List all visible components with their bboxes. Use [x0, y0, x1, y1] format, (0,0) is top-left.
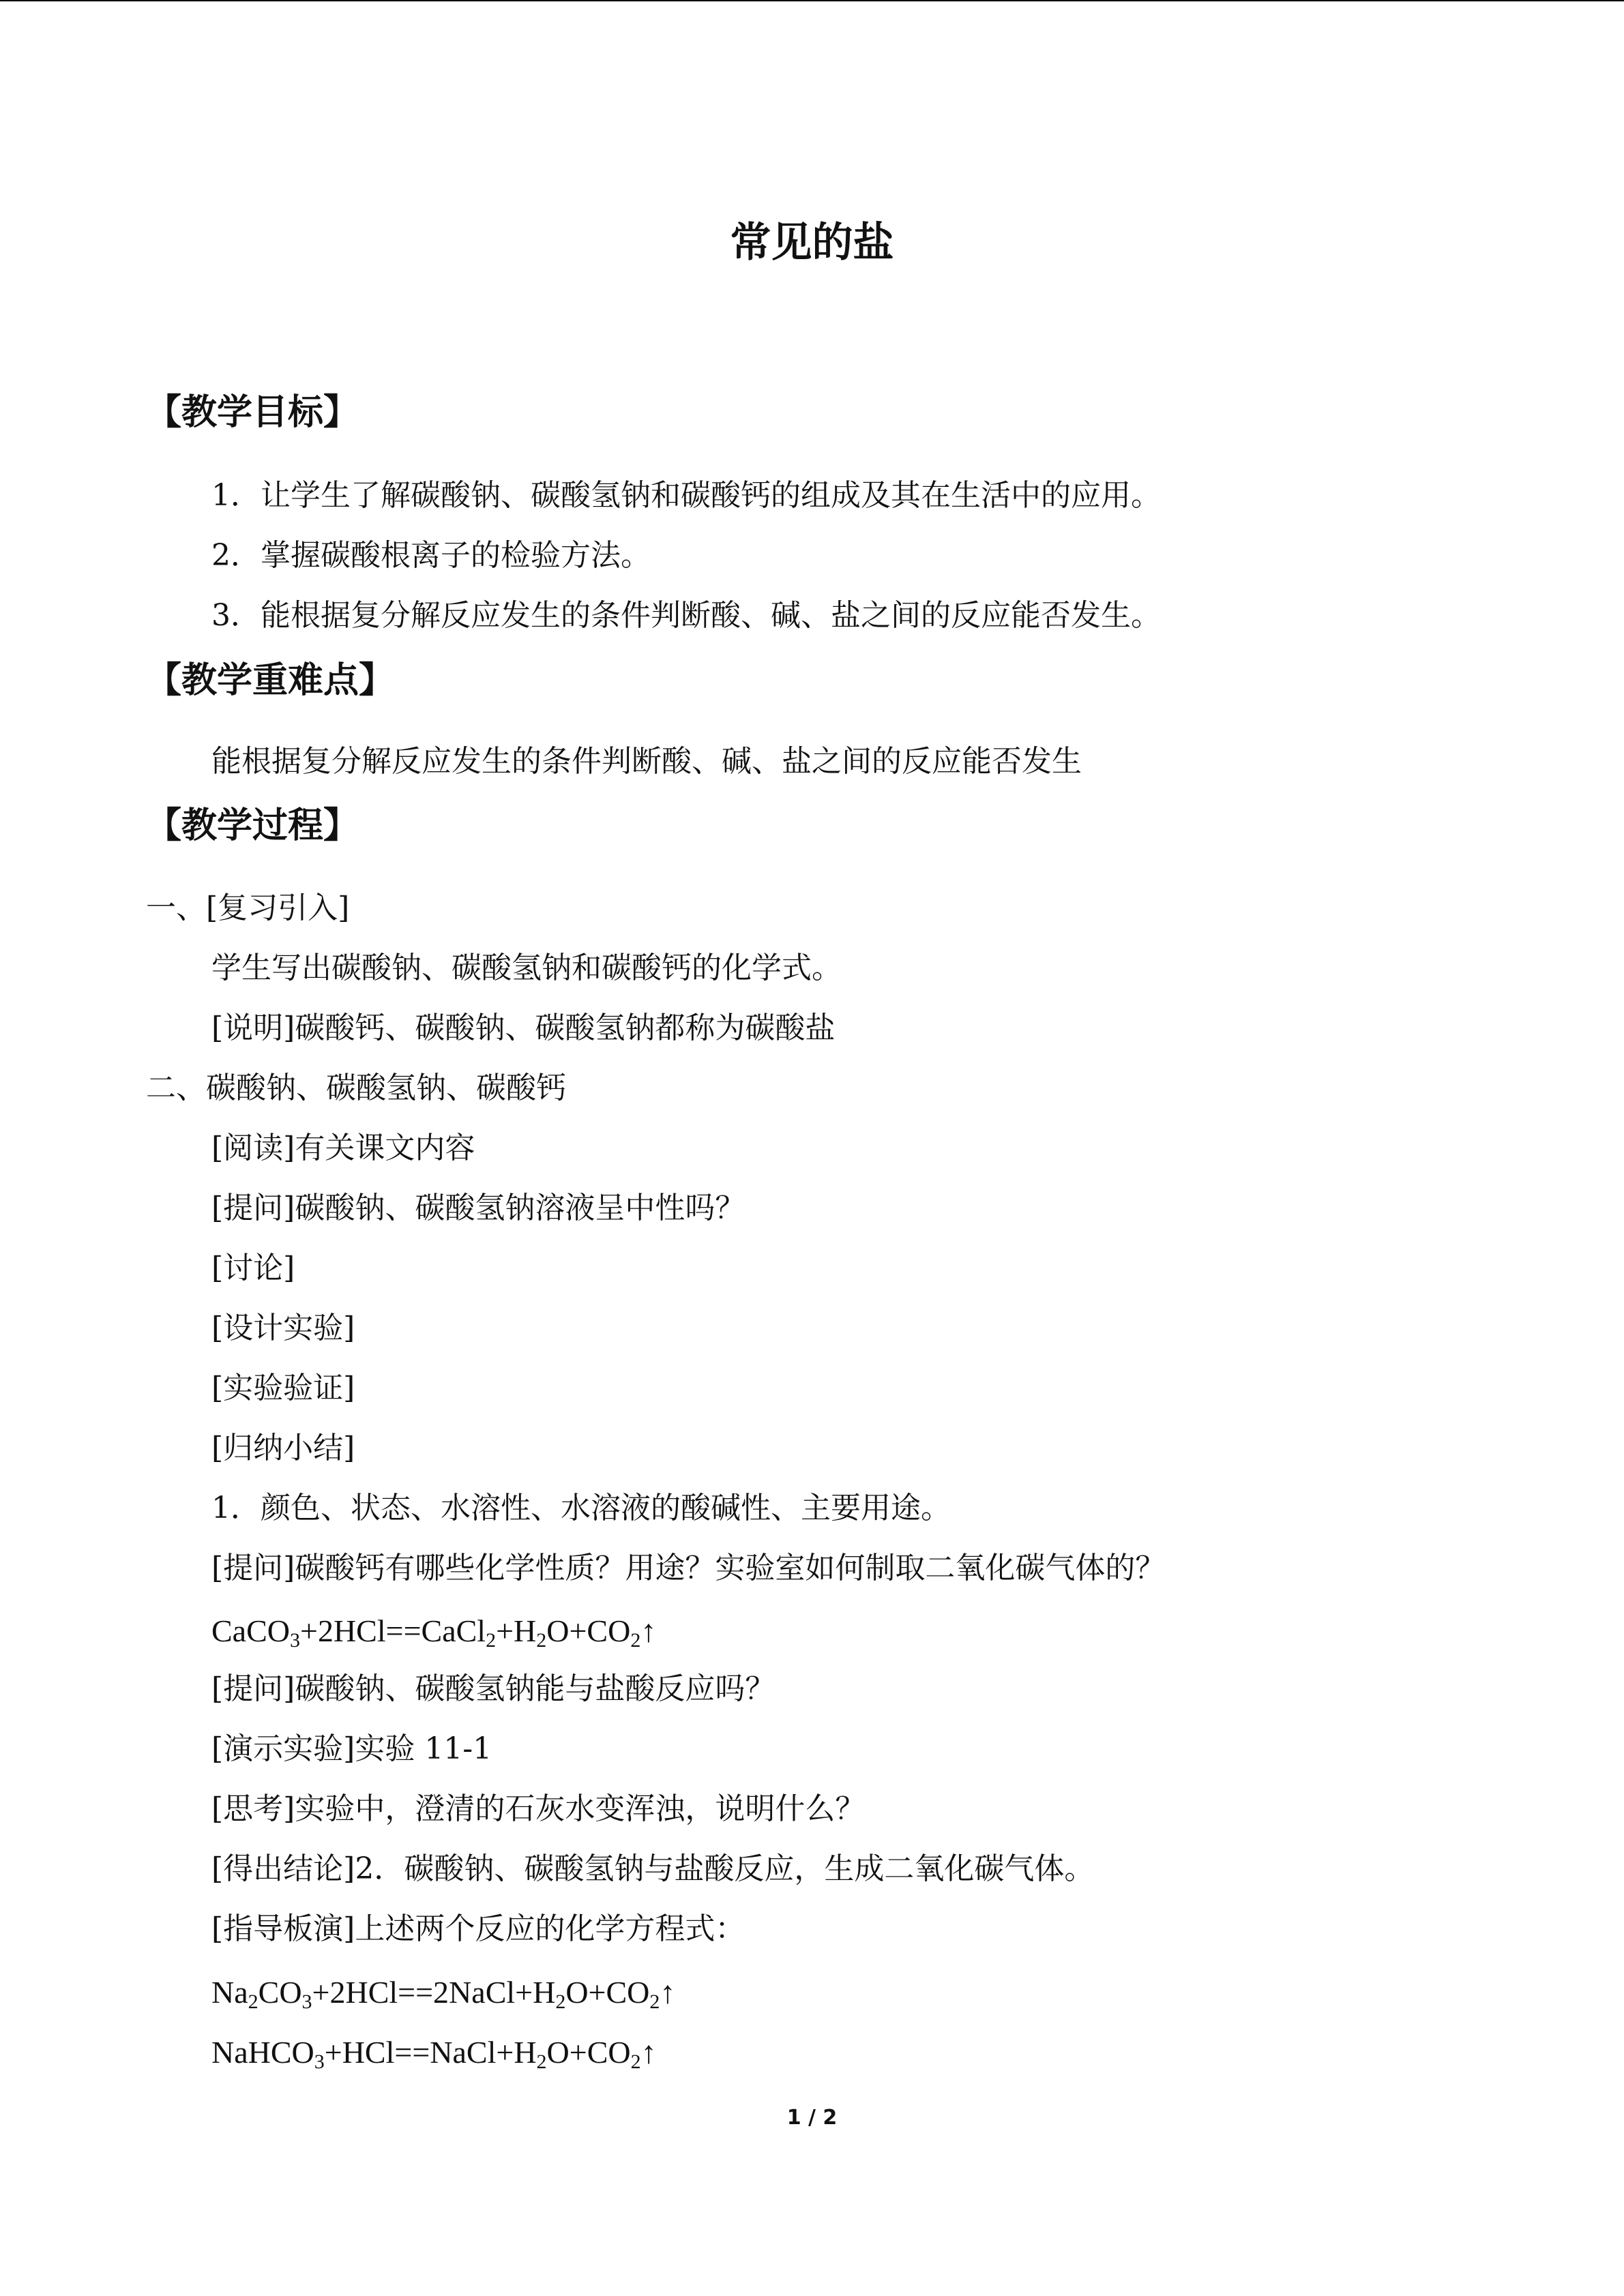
- process-part-title: 二、碳酸钠、碳酸氢钠、碳酸钙: [146, 1071, 566, 1105]
- chemical-equation: $CaCO_3+2HCl==CaCl_2+H_2O+CO_2↑$: [211, 1613, 657, 1652]
- process-line: [指导板演]上述两个反应的化学方程式：: [211, 1911, 745, 1946]
- goal-item: 1．让学生了解碳酸钠、碳酸氢钠和碳酸钙的组成及其在生活中的应用。: [211, 478, 1161, 513]
- process-line: 1．颜色、状态、水溶性、水溶液的酸碱性、主要用途。: [211, 1491, 951, 1525]
- process-line: [演示实验]实验 11-1: [211, 1731, 492, 1766]
- section-heading-key-points: 【教学重难点】: [146, 660, 395, 701]
- process-part-title: 一、[复习引入]: [146, 891, 350, 925]
- key-points-text: 能根据复分解反应发生的条件判断酸、碱、盐之间的反应能否发生: [211, 744, 1082, 779]
- process-line: [实验验证]: [211, 1371, 355, 1405]
- process-line: 学生写出碳酸钠、碳酸氢钠和碳酸钙的化学式。: [211, 951, 842, 985]
- process-line: [得出结论]2．碳酸钠、碳酸氢钠与盐酸反应，生成二氧化碳气体。: [211, 1851, 1095, 1886]
- process-line: [提问]碳酸钠、碳酸氢钠溶液呈中性吗？: [211, 1191, 745, 1225]
- chemical-equation: $NaHCO_3+HCl==NaCl+H_2O+CO_2↑$: [211, 2035, 657, 2073]
- page-number: 1 / 2: [786, 2106, 838, 2130]
- process-line: [设计实验]: [211, 1311, 355, 1345]
- process-line: [提问]碳酸钙有哪些化学性质？用途？实验室如何制取二氧化碳气体的？: [211, 1551, 1166, 1585]
- page-title: 常见的盐: [730, 219, 894, 267]
- process-line: [阅读]有关课文内容: [211, 1131, 475, 1165]
- section-heading-goals: 【教学目标】: [146, 392, 359, 433]
- goal-item: 2．掌握碳酸根离子的检验方法。: [211, 538, 651, 573]
- goal-item: 3．能根据复分解反应发生的条件判断酸、碱、盐之间的反应能否发生。: [211, 598, 1161, 633]
- chemical-equation: $Na_2CO_3+2HCl==2NaCl+H_2O+CO_2↑$: [211, 1975, 676, 2013]
- process-line: [讨论]: [211, 1251, 295, 1285]
- process-line: [说明]碳酸钙、碳酸钠、碳酸氢钠都称为碳酸盐: [211, 1011, 836, 1045]
- section-heading-process: 【教学过程】: [146, 805, 359, 846]
- process-line: [提问]碳酸钠、碳酸氢钠能与盐酸反应吗？: [211, 1671, 776, 1706]
- process-line: [思考]实验中，澄清的石灰水变浑浊，说明什么？: [211, 1791, 866, 1826]
- process-line: [归纳小结]: [211, 1431, 355, 1465]
